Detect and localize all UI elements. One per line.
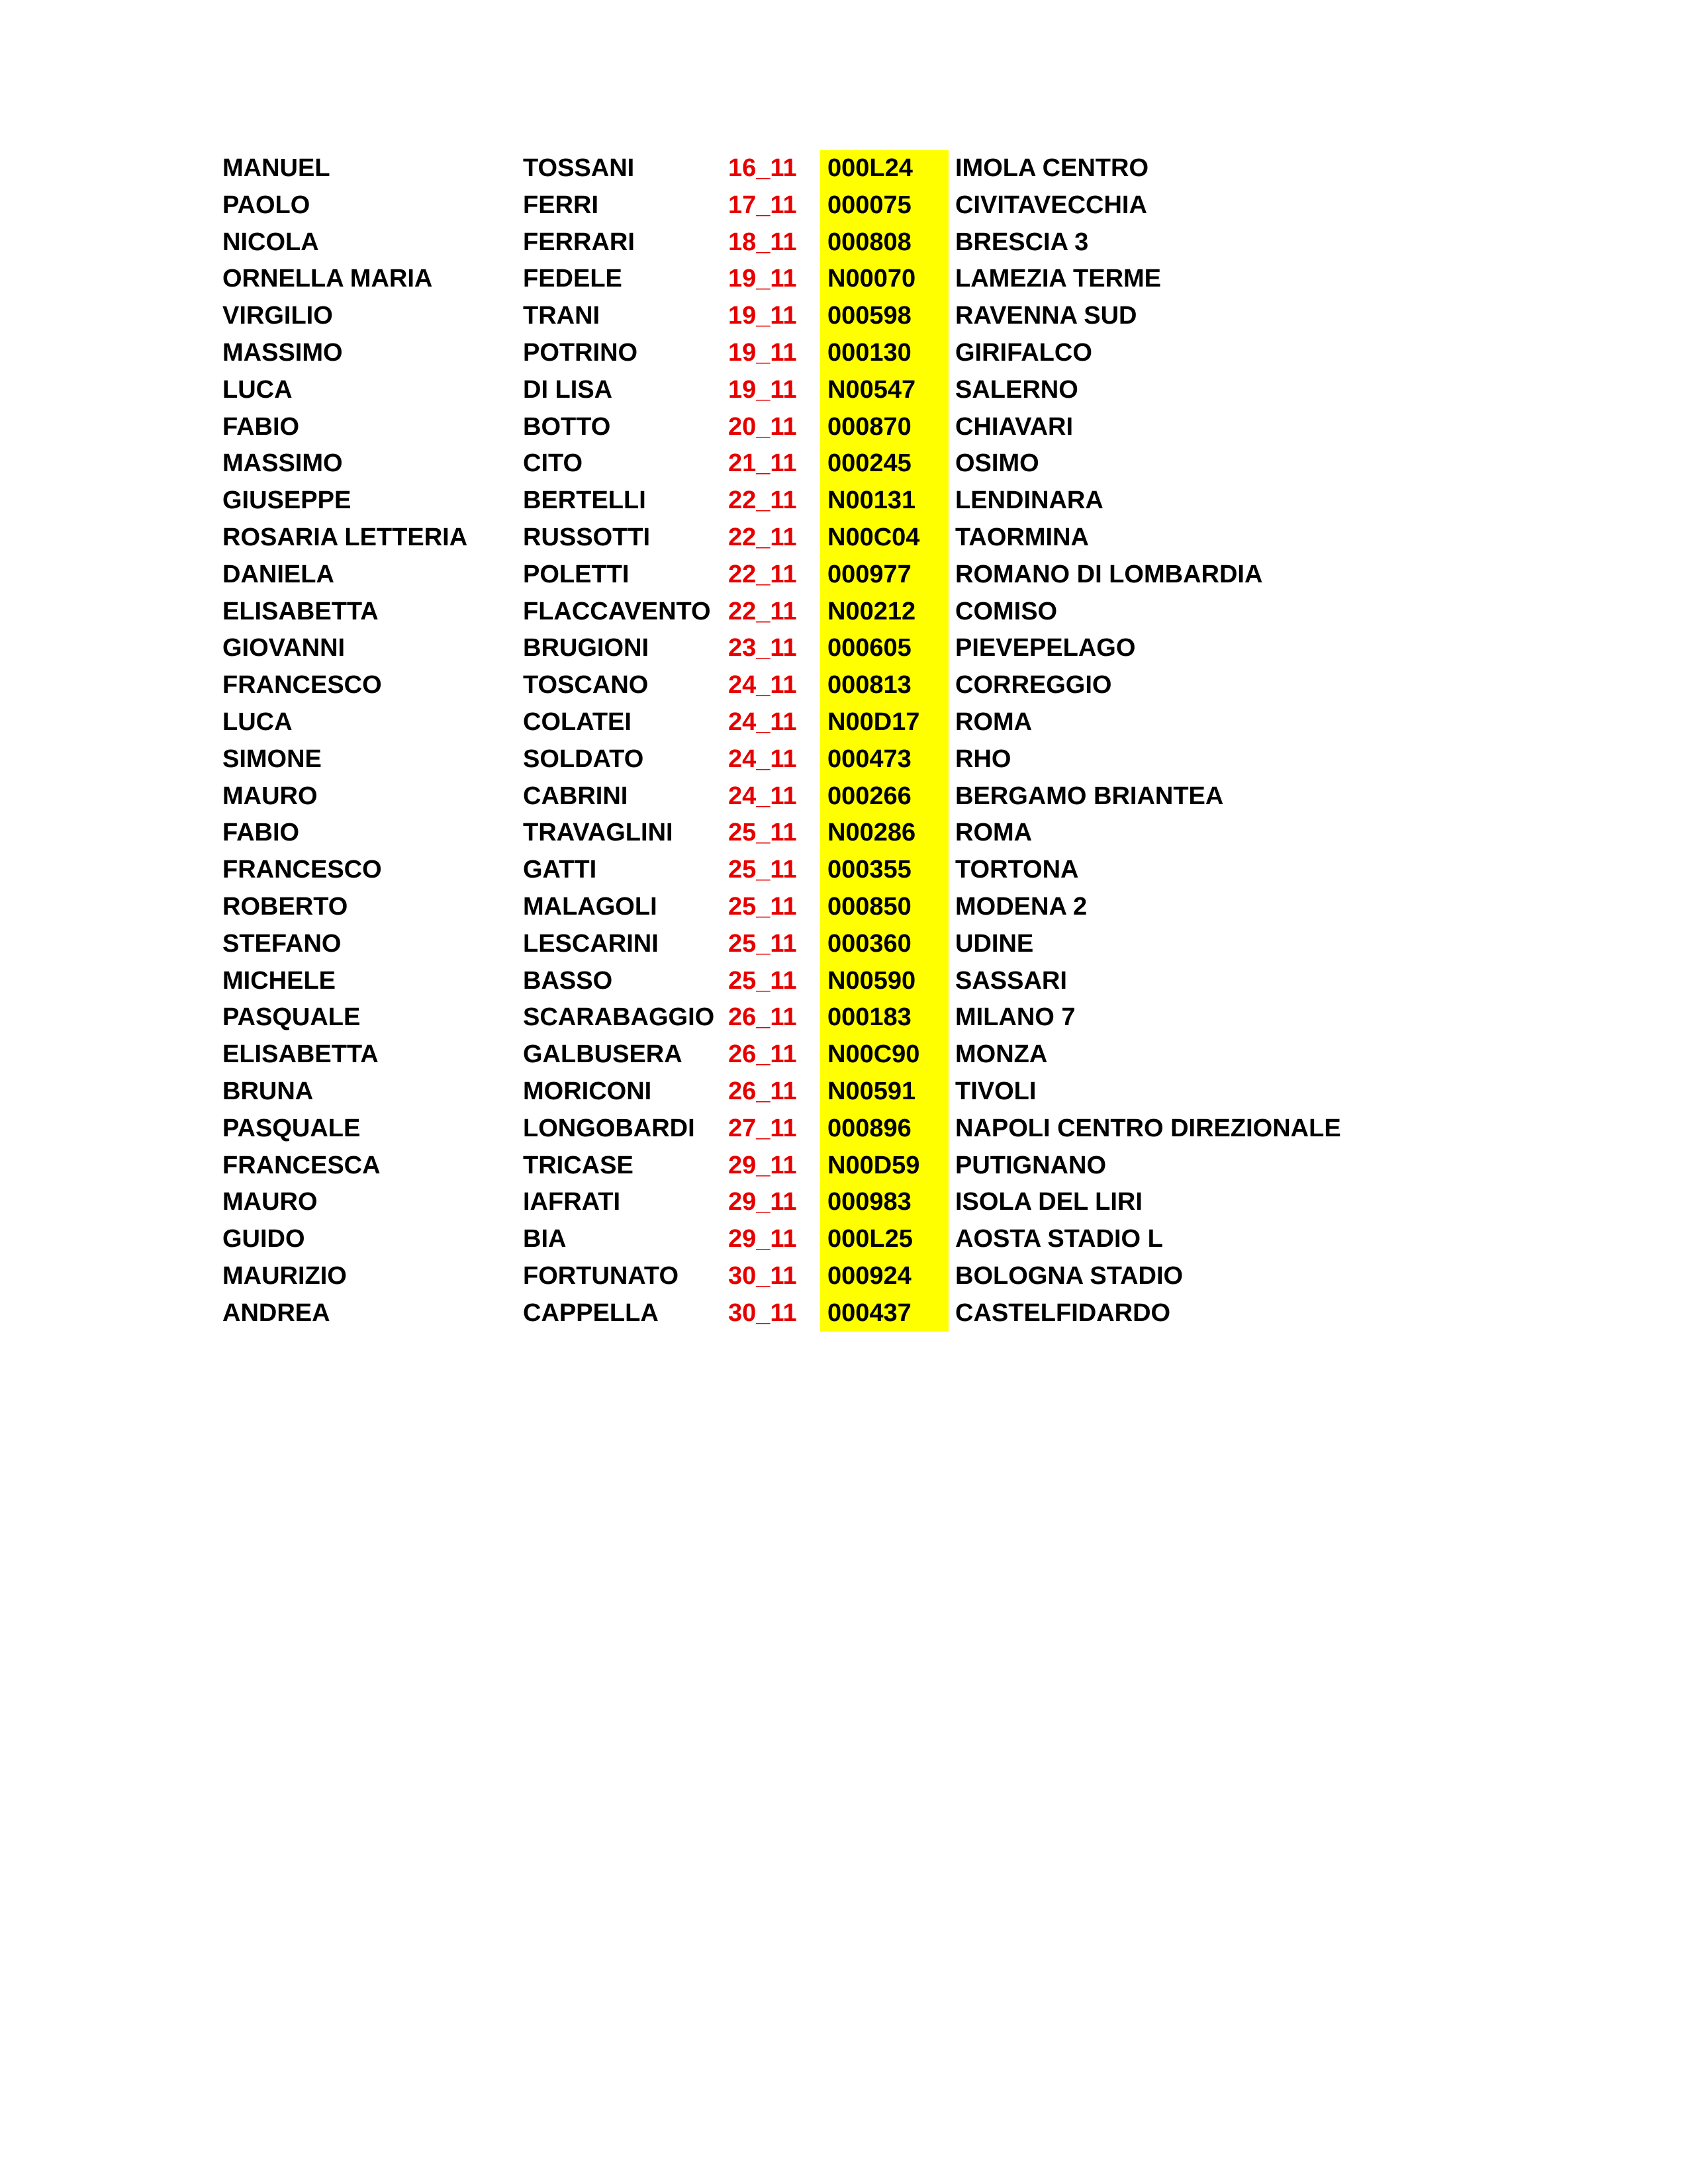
- branch-code-cell: 000183: [827, 1003, 912, 1032]
- last-name-cell: TRANI: [523, 302, 600, 330]
- last-name-cell: FEDELE: [523, 265, 622, 293]
- first-name-cell: STEFANO: [222, 929, 342, 958]
- branch-code-cell: 000870: [827, 412, 912, 441]
- last-name-cell: TRAVAGLINI: [523, 819, 673, 847]
- last-name-cell: POTRINO: [523, 338, 638, 367]
- branch-code-cell: N00C90: [827, 1040, 920, 1069]
- branch-city-cell: IMOLA CENTRO: [955, 154, 1149, 182]
- date-cell: 29_11: [728, 1225, 797, 1253]
- branch-code-cell: N00C04: [827, 523, 920, 551]
- table-row: [0, 594, 1688, 631]
- branch-code-cell: 000850: [827, 892, 912, 921]
- branch-code-cell: 000924: [827, 1261, 912, 1290]
- branch-code-cell: 000813: [827, 671, 912, 700]
- branch-code-cell: 000473: [827, 745, 912, 773]
- branch-code-cell: N00286: [827, 819, 916, 847]
- last-name-cell: COLATEI: [523, 707, 632, 736]
- last-name-cell: LESCARINI: [523, 929, 659, 958]
- first-name-cell: FABIO: [222, 412, 300, 441]
- branch-city-cell: MILANO 7: [955, 1003, 1076, 1032]
- first-name-cell: ELISABETTA: [222, 1040, 379, 1069]
- last-name-cell: LONGOBARDI: [523, 1114, 695, 1142]
- branch-code-cell: 000245: [827, 449, 912, 478]
- first-name-cell: ANDREA: [222, 1298, 330, 1327]
- first-name-cell: LUCA: [222, 375, 293, 404]
- branch-city-cell: PUTIGNANO: [955, 1151, 1106, 1179]
- date-cell: 16_11: [728, 154, 797, 182]
- table-row: [0, 889, 1688, 926]
- last-name-cell: FERRI: [523, 191, 598, 219]
- branch-city-cell: ROMANO DI LOMBARDIA: [955, 560, 1263, 588]
- first-name-cell: MAURIZIO: [222, 1261, 347, 1290]
- branch-code-cell: 000L25: [827, 1225, 913, 1253]
- date-cell: 25_11: [728, 892, 797, 921]
- table-row: [0, 298, 1688, 335]
- branch-code-cell: 000L24: [827, 154, 913, 182]
- last-name-cell: BOTTO: [523, 412, 611, 441]
- date-cell: 25_11: [728, 856, 797, 884]
- first-name-cell: SIMONE: [222, 745, 322, 773]
- branch-city-cell: ROMA: [955, 819, 1033, 847]
- table-row: [0, 667, 1688, 704]
- date-cell: 23_11: [728, 634, 797, 662]
- last-name-cell: CITO: [523, 449, 583, 478]
- date-cell: 25_11: [728, 819, 797, 847]
- last-name-cell: BIA: [523, 1225, 567, 1253]
- branch-city-cell: COMISO: [955, 597, 1058, 625]
- branch-code-cell: 000075: [827, 191, 912, 219]
- branch-city-cell: AOSTA STADIO L: [955, 1225, 1163, 1253]
- branch-city-cell: TAORMINA: [955, 523, 1089, 551]
- table-row: [0, 1295, 1688, 1332]
- branch-code-cell: N00070: [827, 265, 916, 293]
- branch-city-cell: LENDINARA: [955, 486, 1103, 515]
- branch-city-cell: OSIMO: [955, 449, 1039, 478]
- branch-city-cell: ISOLA DEL LIRI: [955, 1188, 1143, 1216]
- date-cell: 19_11: [728, 375, 797, 404]
- first-name-cell: GIUSEPPE: [222, 486, 352, 515]
- first-name-cell: LUCA: [222, 707, 293, 736]
- date-cell: 21_11: [728, 449, 797, 478]
- first-name-cell: MICHELE: [222, 966, 336, 995]
- last-name-cell: FERRARI: [523, 228, 635, 256]
- last-name-cell: CABRINI: [523, 782, 628, 810]
- last-name-cell: TOSSANI: [523, 154, 635, 182]
- branch-code-cell: 000977: [827, 560, 912, 588]
- branch-code-cell: 000605: [827, 634, 912, 662]
- table-row: [0, 335, 1688, 372]
- last-name-cell: DI LISA: [523, 375, 613, 404]
- branch-code-cell: 000437: [827, 1298, 912, 1327]
- last-name-cell: TRICASE: [523, 1151, 633, 1179]
- branch-city-cell: SASSARI: [955, 966, 1067, 995]
- branch-code-cell: N00212: [827, 597, 916, 625]
- first-name-cell: GIOVANNI: [222, 634, 346, 662]
- date-cell: 24_11: [728, 782, 797, 810]
- branch-city-cell: CASTELFIDARDO: [955, 1298, 1171, 1327]
- date-cell: 24_11: [728, 707, 797, 736]
- date-cell: 19_11: [728, 302, 797, 330]
- branch-city-cell: ROMA: [955, 707, 1033, 736]
- first-name-cell: MASSIMO: [222, 338, 343, 367]
- last-name-cell: SCARABAGGIO: [523, 1003, 715, 1032]
- date-cell: 26_11: [728, 1040, 797, 1069]
- first-name-cell: FABIO: [222, 819, 300, 847]
- last-name-cell: SOLDATO: [523, 745, 644, 773]
- table-row: [0, 482, 1688, 520]
- first-name-cell: MANUEL: [222, 154, 330, 182]
- date-cell: 25_11: [728, 929, 797, 958]
- table-row: [0, 224, 1688, 261]
- date-cell: 20_11: [728, 412, 797, 441]
- first-name-cell: DANIELA: [222, 560, 334, 588]
- table-row: [0, 187, 1688, 224]
- first-name-cell: FRANCESCO: [222, 856, 382, 884]
- last-name-cell: BASSO: [523, 966, 613, 995]
- date-cell: 24_11: [728, 671, 797, 700]
- last-name-cell: TOSCANO: [523, 671, 649, 700]
- branch-code-cell: N00D59: [827, 1151, 920, 1179]
- table-row: [0, 261, 1688, 298]
- table-row: [0, 445, 1688, 482]
- branch-code-cell: 000808: [827, 228, 912, 256]
- table-row: [0, 150, 1688, 187]
- branch-code-cell: N00D17: [827, 707, 920, 736]
- table-row: [0, 1148, 1688, 1185]
- branch-city-cell: TORTONA: [955, 856, 1079, 884]
- first-name-cell: FRANCESCA: [222, 1151, 381, 1179]
- branch-city-cell: RHO: [955, 745, 1011, 773]
- table-row: [0, 1111, 1688, 1148]
- branch-code-cell: N00547: [827, 375, 916, 404]
- last-name-cell: POLETTI: [523, 560, 630, 588]
- date-cell: 22_11: [728, 597, 797, 625]
- table-row: [0, 557, 1688, 594]
- date-cell: 22_11: [728, 560, 797, 588]
- first-name-cell: PASQUALE: [222, 1003, 361, 1032]
- date-cell: 29_11: [728, 1151, 797, 1179]
- date-cell: 26_11: [728, 1077, 797, 1105]
- table-row: [0, 926, 1688, 963]
- first-name-cell: GUIDO: [222, 1225, 305, 1253]
- date-cell: 30_11: [728, 1298, 797, 1327]
- first-name-cell: MAURO: [222, 1188, 318, 1216]
- last-name-cell: BERTELLI: [523, 486, 646, 515]
- branch-city-cell: BOLOGNA STADIO: [955, 1261, 1184, 1290]
- last-name-cell: GALBUSERA: [523, 1040, 682, 1069]
- date-cell: 30_11: [728, 1261, 797, 1290]
- date-cell: 25_11: [728, 966, 797, 995]
- branch-city-cell: BRESCIA 3: [955, 228, 1089, 256]
- branch-code-cell: 000983: [827, 1188, 912, 1216]
- branch-city-cell: CHIAVARI: [955, 412, 1074, 441]
- date-cell: 27_11: [728, 1114, 797, 1142]
- date-cell: 29_11: [728, 1188, 797, 1216]
- last-name-cell: GATTI: [523, 856, 597, 884]
- first-name-cell: FRANCESCO: [222, 671, 382, 700]
- date-cell: 19_11: [728, 338, 797, 367]
- table-row: [0, 372, 1688, 409]
- branch-city-cell: UDINE: [955, 929, 1034, 958]
- branch-city-cell: CIVITAVECCHIA: [955, 191, 1147, 219]
- branch-code-cell: N00131: [827, 486, 916, 515]
- branch-code-cell: 000896: [827, 1114, 912, 1142]
- table-row: [0, 852, 1688, 889]
- last-name-cell: BRUGIONI: [523, 634, 649, 662]
- branch-city-cell: MONZA: [955, 1040, 1048, 1069]
- first-name-cell: ROBERTO: [222, 892, 348, 921]
- last-name-cell: CAPPELLA: [523, 1298, 659, 1327]
- table-row: [0, 1036, 1688, 1073]
- table-row: [0, 630, 1688, 667]
- branch-code-cell: 000355: [827, 856, 912, 884]
- branch-city-cell: CORREGGIO: [955, 671, 1112, 700]
- branch-code-cell: 000598: [827, 302, 912, 330]
- roster-table: [0, 150, 1688, 1332]
- table-row: [0, 1184, 1688, 1221]
- date-cell: 24_11: [728, 745, 797, 773]
- table-row: [0, 999, 1688, 1036]
- branch-city-cell: NAPOLI CENTRO DIREZIONALE: [955, 1114, 1341, 1142]
- table-row: [0, 963, 1688, 1000]
- table-row: [0, 520, 1688, 557]
- first-name-cell: PAOLO: [222, 191, 310, 219]
- branch-city-cell: SALERNO: [955, 375, 1078, 404]
- table-row: [0, 1073, 1688, 1111]
- last-name-cell: MORICONI: [523, 1077, 652, 1105]
- table-row: [0, 741, 1688, 778]
- table-row: [0, 778, 1688, 815]
- first-name-cell: VIRGILIO: [222, 302, 333, 330]
- branch-city-cell: GIRIFALCO: [955, 338, 1092, 367]
- first-name-cell: NICOLA: [222, 228, 319, 256]
- table-row: [0, 1221, 1688, 1258]
- branch-code-cell: 000360: [827, 929, 912, 958]
- date-cell: 22_11: [728, 486, 797, 515]
- first-name-cell: ORNELLA MARIA: [222, 265, 433, 293]
- table-row: [0, 1258, 1688, 1295]
- first-name-cell: BRUNA: [222, 1077, 314, 1105]
- branch-city-cell: RAVENNA SUD: [955, 302, 1137, 330]
- first-name-cell: PASQUALE: [222, 1114, 361, 1142]
- branch-city-cell: MODENA 2: [955, 892, 1088, 921]
- branch-code-cell: N00590: [827, 966, 916, 995]
- branch-city-cell: LAMEZIA TERME: [955, 265, 1162, 293]
- branch-city-cell: BERGAMO BRIANTEA: [955, 782, 1224, 810]
- first-name-cell: MAURO: [222, 782, 318, 810]
- branch-code-cell: 000130: [827, 338, 912, 367]
- first-name-cell: MASSIMO: [222, 449, 343, 478]
- first-name-cell: ELISABETTA: [222, 597, 379, 625]
- date-cell: 17_11: [728, 191, 797, 219]
- table-row: [0, 704, 1688, 741]
- last-name-cell: FLACCAVENTO: [523, 597, 711, 625]
- branch-city-cell: PIEVEPELAGO: [955, 634, 1136, 662]
- table-row: [0, 815, 1688, 852]
- table-row: [0, 409, 1688, 446]
- first-name-cell: ROSARIA LETTERIA: [222, 523, 468, 551]
- last-name-cell: MALAGOLI: [523, 892, 657, 921]
- date-cell: 19_11: [728, 265, 797, 293]
- date-cell: 18_11: [728, 228, 797, 256]
- last-name-cell: RUSSOTTI: [523, 523, 651, 551]
- branch-code-cell: N00591: [827, 1077, 916, 1105]
- date-cell: 22_11: [728, 523, 797, 551]
- date-cell: 26_11: [728, 1003, 797, 1032]
- last-name-cell: IAFRATI: [523, 1188, 621, 1216]
- last-name-cell: FORTUNATO: [523, 1261, 679, 1290]
- branch-city-cell: TIVOLI: [955, 1077, 1037, 1105]
- branch-code-cell: 000266: [827, 782, 912, 810]
